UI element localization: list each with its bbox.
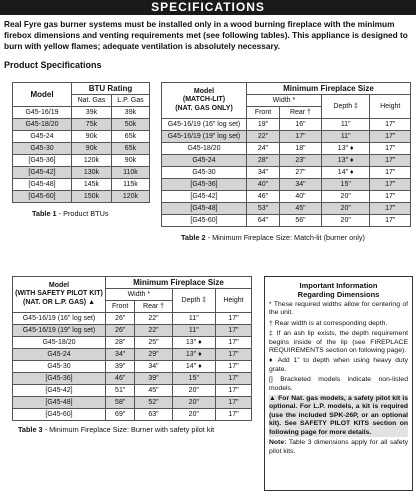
t2-cell: 40" bbox=[280, 191, 322, 203]
t1-cell: 39k bbox=[111, 107, 149, 119]
t1-cell: 115k bbox=[111, 179, 149, 191]
t1-cell: 90k bbox=[111, 155, 149, 167]
table-row bbox=[13, 361, 252, 373]
note-bracketed: [] Bracketed models indicate non-listed models. bbox=[269, 376, 408, 392]
t2-cell: 20" bbox=[321, 191, 370, 203]
t3-header-front: Front bbox=[106, 301, 135, 313]
t2-cell: 40" bbox=[247, 179, 280, 191]
t1-cell: 130k bbox=[72, 167, 112, 179]
table-row bbox=[162, 167, 411, 179]
section-title: Product Specifications bbox=[4, 60, 102, 70]
t3-cell: 45" bbox=[135, 385, 172, 397]
dimensions-info-box bbox=[264, 276, 413, 491]
table-row bbox=[162, 215, 411, 227]
note-rear: † Rear width is at corresponding depth. bbox=[269, 319, 388, 327]
t3-cell: 17" bbox=[215, 349, 251, 361]
table-row bbox=[162, 119, 411, 131]
table-row bbox=[13, 131, 150, 143]
t3-cell: 17" bbox=[215, 337, 251, 349]
table-row bbox=[13, 337, 252, 349]
t3-cell: 26" bbox=[106, 313, 135, 325]
t2-header-rear: Rear † bbox=[280, 107, 322, 119]
t1-cell: [G45-60] bbox=[13, 191, 72, 203]
t2-cell: 20" bbox=[321, 215, 370, 227]
t3-cell: [G45-36] bbox=[13, 373, 106, 385]
t3-cell: 51" bbox=[106, 385, 135, 397]
t1-cell: 75k bbox=[72, 119, 112, 131]
table-row bbox=[13, 191, 150, 203]
t2-cell: G45-24 bbox=[162, 155, 247, 167]
t2-cell: 17" bbox=[370, 203, 411, 215]
t3-cell: 29" bbox=[135, 349, 172, 361]
t2-header-model: Model (MATCH-LIT) (NAT. GAS ONLY) bbox=[162, 83, 247, 119]
table-row bbox=[13, 107, 150, 119]
t1-cell: 65k bbox=[111, 143, 149, 155]
t3-cell: 17" bbox=[215, 361, 251, 373]
t2-cell: 28" bbox=[247, 155, 280, 167]
t3-header-model: Model (WITH SAFETY PILOT KIT) (NAT. OR L.P. GAS) ▲ bbox=[13, 277, 106, 313]
t2-cell: 17" bbox=[370, 119, 411, 131]
t3-cell: 17" bbox=[215, 397, 251, 409]
t1-cell: 90k bbox=[72, 131, 112, 143]
t3-cell: G45-18/20 bbox=[13, 337, 106, 349]
t2-cell: 17" bbox=[370, 215, 411, 227]
t3-header-width: Width * bbox=[106, 289, 173, 301]
t2-cell: 11" bbox=[321, 119, 370, 131]
t3-cell: 17" bbox=[215, 385, 251, 397]
t2-cell: 53" bbox=[247, 203, 280, 215]
t1-cell: 39k bbox=[72, 107, 112, 119]
t2-cell: 20" bbox=[321, 203, 370, 215]
t2-cell: G45-18/20 bbox=[162, 143, 247, 155]
table-row bbox=[162, 131, 411, 143]
info-title: Important Information Regarding Dimensions bbox=[297, 281, 380, 299]
t3-cell: 39" bbox=[106, 361, 135, 373]
t3-cell: 25" bbox=[135, 337, 172, 349]
t3-header-depth: Depth ‡ bbox=[172, 289, 215, 313]
note-width: * These required widths allow for centering of the unit. bbox=[269, 301, 408, 317]
t3-header-height: Height bbox=[215, 289, 251, 313]
t1-cell: 150k bbox=[72, 191, 112, 203]
t2-header-depth: Depth ‡ bbox=[321, 95, 370, 119]
t3-cell: 34" bbox=[106, 349, 135, 361]
t2-cell: 34" bbox=[247, 167, 280, 179]
t3-header-min: Minimum Fireplace Size bbox=[106, 277, 252, 289]
table-row bbox=[162, 155, 411, 167]
t1-cell: 90k bbox=[72, 143, 112, 155]
t2-cell: 17" bbox=[280, 131, 322, 143]
t3-cell: G45-16/19 (19" log set) bbox=[13, 325, 106, 337]
t2-cell: 22" bbox=[247, 131, 280, 143]
table-row bbox=[13, 167, 150, 179]
t3-cell: [G45-48] bbox=[13, 397, 106, 409]
t3-cell: 13" ♦ bbox=[172, 349, 215, 361]
note-depth: ‡ If an ash lip exists, the depth requirement begins inside of the lip (see FIREPLACE REQUIREMENTS section on following page). bbox=[269, 330, 408, 355]
t2-cell: 17" bbox=[370, 155, 411, 167]
t2-body bbox=[162, 119, 411, 227]
t2-header-min: Minimum Fireplace Size bbox=[247, 83, 411, 95]
t1-cell: 65k bbox=[111, 131, 149, 143]
note-grate: ♦ Add 1" to depth when using heavy duty grate. bbox=[269, 357, 408, 373]
t2-cell: 17" bbox=[370, 191, 411, 203]
page-title: SPECIFICATIONS bbox=[0, 0, 416, 15]
t3-header-rear: Rear † bbox=[135, 301, 172, 313]
t3-cell: 28" bbox=[106, 337, 135, 349]
t2-cell: 17" bbox=[370, 179, 411, 191]
table-row bbox=[13, 325, 252, 337]
t3-cell: 17" bbox=[215, 409, 251, 421]
t3-cell: 52" bbox=[135, 397, 172, 409]
t1-cell: [G45-48] bbox=[13, 179, 72, 191]
t3-cell: 20" bbox=[172, 397, 215, 409]
t2-cell: 17" bbox=[370, 167, 411, 179]
table-row bbox=[162, 203, 411, 215]
t3-cell: G45-30 bbox=[13, 361, 106, 373]
t1-cell: G45-30 bbox=[13, 143, 72, 155]
t1-cell: 120k bbox=[111, 191, 149, 203]
t3-cell: 14" ♦ bbox=[172, 361, 215, 373]
t2-cell: 46" bbox=[247, 191, 280, 203]
table-row bbox=[13, 349, 252, 361]
t3-cell: 22" bbox=[135, 325, 172, 337]
t2-cell: G45-30 bbox=[162, 167, 247, 179]
table-match-lit bbox=[161, 82, 411, 227]
t3-cell: [G45-60] bbox=[13, 409, 106, 421]
intro-paragraph: Real Fyre gas burner systems must be installed only in a wood burning fireplace with the minimum firebox dimensions and venting requirements met (see following tables). This appliance is designed to burn with yellow flames; adequate ventilation is absolutely necessary. bbox=[4, 19, 408, 51]
t1-body bbox=[13, 107, 150, 203]
t2-cell: 27" bbox=[280, 167, 322, 179]
note-safety-pilot: ▲ For Nat. gas models, a safety pilot kit is optional. For L.P. models, a kit is required (use the included SPK-26P, or an optional kit). See SAFETY PILOT KITS section on following page for more details. bbox=[269, 395, 408, 436]
t3-cell: 39" bbox=[135, 373, 172, 385]
t2-cell: 64" bbox=[247, 215, 280, 227]
t2-cell: [G45-42] bbox=[162, 191, 247, 203]
t2-cell: 16" bbox=[280, 119, 322, 131]
table-row bbox=[13, 385, 252, 397]
t2-cell: 56" bbox=[280, 215, 322, 227]
t1-header-model: Model bbox=[13, 83, 72, 107]
table-row bbox=[13, 143, 150, 155]
t2-cell: 17" bbox=[370, 143, 411, 155]
table-row bbox=[13, 119, 150, 131]
table-row bbox=[162, 143, 411, 155]
t3-cell: 13" ♦ bbox=[172, 337, 215, 349]
t2-cell: 23" bbox=[280, 155, 322, 167]
table-row bbox=[13, 409, 252, 421]
t2-cell: 18" bbox=[280, 143, 322, 155]
table-row bbox=[13, 155, 150, 167]
t3-cell: 46" bbox=[106, 373, 135, 385]
t2-cell: 17" bbox=[370, 131, 411, 143]
t3-cell: 69" bbox=[106, 409, 135, 421]
t2-cell: 24" bbox=[247, 143, 280, 155]
t2-cell: 13" ♦ bbox=[321, 155, 370, 167]
t3-cell: 17" bbox=[215, 325, 251, 337]
t2-header-width: Width * bbox=[247, 95, 322, 107]
table-row bbox=[13, 397, 252, 409]
t3-cell: 17" bbox=[215, 313, 251, 325]
t3-cell: 26" bbox=[106, 325, 135, 337]
t2-cell: [G45-36] bbox=[162, 179, 247, 191]
t1-cell: 50k bbox=[111, 119, 149, 131]
t1-header-btu: BTU Rating bbox=[72, 83, 150, 95]
t3-cell: 11" bbox=[172, 325, 215, 337]
t1-cell: 110k bbox=[111, 167, 149, 179]
t3-cell: 11" bbox=[172, 313, 215, 325]
t3-cell: 20" bbox=[172, 385, 215, 397]
t1-cell: G45-16/19 bbox=[13, 107, 72, 119]
t1-header-lp: L.P. Gas bbox=[111, 95, 149, 107]
t1-cell: G45-18/20 bbox=[13, 119, 72, 131]
t3-cell: 15" bbox=[172, 373, 215, 385]
t1-cell: [G45-42] bbox=[13, 167, 72, 179]
t1-header-nat: Nat. Gas bbox=[72, 95, 112, 107]
t1-cell: [G45-36] bbox=[13, 155, 72, 167]
t2-cell: 14" ♦ bbox=[321, 167, 370, 179]
t2-cell: 11" bbox=[321, 131, 370, 143]
t2-header-front: Front bbox=[247, 107, 280, 119]
t2-cell: G45-16/19 (16" log set) bbox=[162, 119, 247, 131]
t3-cell: 58" bbox=[106, 397, 135, 409]
t2-cell: [G45-60] bbox=[162, 215, 247, 227]
t3-body bbox=[13, 313, 252, 421]
t2-cell: 34" bbox=[280, 179, 322, 191]
table3-caption: Table 3 - Minimum Fireplace Size: Burner with safety pilot kit bbox=[18, 425, 215, 434]
t3-cell: 20" bbox=[172, 409, 215, 421]
t3-cell: 34" bbox=[135, 361, 172, 373]
table-product-btus bbox=[12, 82, 150, 203]
t2-cell: [G45-48] bbox=[162, 203, 247, 215]
table2-caption: Table 2 - Minimum Fireplace Size: Match-lit (burner only) bbox=[181, 233, 365, 242]
t2-cell: 13" ♦ bbox=[321, 143, 370, 155]
t2-cell: 19" bbox=[247, 119, 280, 131]
t3-cell: 22" bbox=[135, 313, 172, 325]
t2-cell: 15" bbox=[321, 179, 370, 191]
table-row bbox=[162, 179, 411, 191]
t1-cell: G45-24 bbox=[13, 131, 72, 143]
t3-cell: [G45-42] bbox=[13, 385, 106, 397]
table-row bbox=[13, 313, 252, 325]
t2-cell: G45-16/19 (19" log set) bbox=[162, 131, 247, 143]
table-row bbox=[162, 191, 411, 203]
t1-cell: 120k bbox=[72, 155, 112, 167]
table-row bbox=[13, 373, 252, 385]
t3-cell: G45-24 bbox=[13, 349, 106, 361]
t2-cell: 45" bbox=[280, 203, 322, 215]
table-safety-pilot bbox=[12, 276, 252, 421]
note-table3: Note: Table 3 dimensions apply for all safety pilot kits. bbox=[269, 439, 408, 455]
t1-cell: 145k bbox=[72, 179, 112, 191]
t3-cell: 63" bbox=[135, 409, 172, 421]
t3-cell: G45-16/19 (16" log set) bbox=[13, 313, 106, 325]
t3-cell: 17" bbox=[215, 373, 251, 385]
table-row bbox=[13, 179, 150, 191]
table1-caption: Table 1 - Product BTUs bbox=[32, 209, 109, 218]
t2-header-height: Height bbox=[370, 95, 411, 119]
